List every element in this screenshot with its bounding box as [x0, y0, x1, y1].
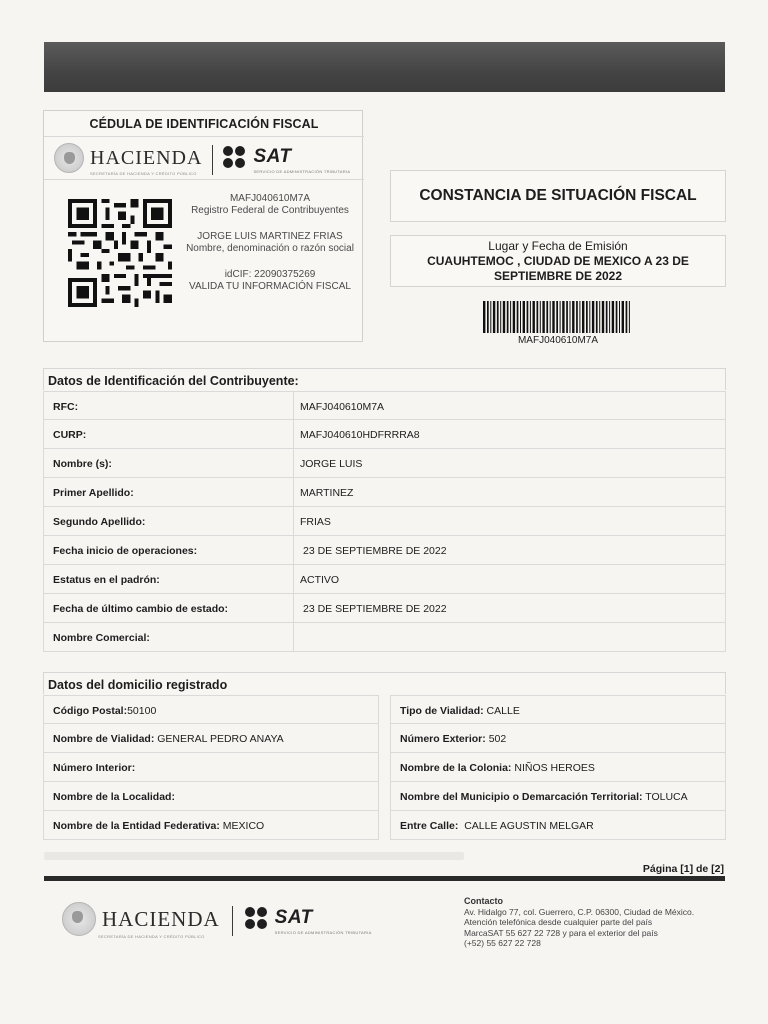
- field-value: JORGE LUIS: [300, 458, 363, 470]
- field-value: MEXICO: [219, 820, 265, 832]
- field-value: MAFJ040610M7A: [300, 401, 385, 413]
- sat-logo: [223, 146, 350, 168]
- table-row: [43, 391, 726, 420]
- footer-logos: [62, 902, 372, 939]
- table-row: [43, 594, 726, 623]
- address-field: [390, 695, 726, 724]
- divider: [44, 179, 364, 180]
- address-field: [390, 724, 726, 753]
- cedula-rfc-caption: Registro Federal de Contribuyentes: [191, 205, 349, 216]
- table-row: [43, 565, 726, 594]
- cedula-info: [184, 193, 356, 303]
- faint-text-artifact: [44, 852, 464, 860]
- table-row: [43, 478, 726, 507]
- table-row: [43, 782, 726, 811]
- sat-subtitle: SERVICIO DE ADMINISTRACIÓN TRIBUTARIA: [274, 929, 372, 935]
- emision-place: CUAUHTEMOC , CIUDAD DE MEXICO A 23 DE SEPTIEMBRE DE 2022: [427, 254, 689, 283]
- domicilio-table: [43, 695, 726, 840]
- sat-wordmark: SAT: [274, 906, 313, 928]
- identificacion-table: [43, 391, 726, 652]
- field-value: 50100: [127, 705, 157, 717]
- cedula-name: JORGE LUIS MARTINEZ FRIAS: [197, 231, 343, 242]
- field-label: Nombre del Municipio o Demarcación Territorial:: [400, 791, 643, 803]
- sat-dots-icon: [223, 146, 249, 168]
- field-label: RFC:: [44, 392, 294, 419]
- field-label: Número Interior:: [53, 762, 136, 774]
- cedula-idcif: idCIF: 22090375269: [224, 269, 316, 280]
- address-field: [43, 811, 379, 840]
- cedula-title: CÉDULA DE IDENTIFICACIÓN FISCAL: [89, 117, 319, 131]
- field-label: Nombre de la Colonia:: [400, 762, 512, 774]
- hacienda-wordmark: HACIENDA: [90, 147, 203, 169]
- address-field: [390, 811, 726, 840]
- sat-subtitle: SERVICIO DE ADMINISTRACIÓN TRIBUTARIA: [253, 168, 351, 174]
- contacto-title: Contacto: [464, 896, 503, 906]
- field-label: Tipo de Vialidad:: [400, 705, 484, 717]
- page-number: Página [1] de [2]: [642, 863, 724, 875]
- field-value: FRIAS: [300, 516, 331, 528]
- contacto-line: MarcaSAT 55 627 22 728 y para el exterior del país: [464, 927, 658, 938]
- logo-separator: [212, 145, 213, 175]
- field-value: 23 DE SEPTIEMBRE DE 2022: [303, 545, 447, 557]
- field-label: Nombre de la Entidad Federativa:: [53, 820, 220, 832]
- field-value: 502: [485, 733, 507, 745]
- field-label: Nombre de Vialidad:: [53, 733, 155, 745]
- sat-dots-icon: [245, 907, 271, 929]
- cedula-box: [43, 110, 363, 342]
- contacto-line: Atención telefónica desde cualquier parte del país: [464, 917, 653, 927]
- field-value: TOLUCA: [642, 791, 688, 803]
- address-field: [43, 724, 379, 753]
- address-field: [43, 782, 379, 811]
- contacto-line: (+52) 55 627 22 728: [464, 938, 541, 948]
- field-label: Número Exterior:: [400, 733, 486, 745]
- address-field: [390, 753, 726, 782]
- barcode-text: MAFJ040610M7A: [517, 335, 599, 346]
- table-row: [43, 724, 726, 753]
- field-label: Nombre Comercial:: [44, 623, 294, 651]
- barcode: [483, 301, 633, 333]
- cedula-validate: VALIDA TU INFORMACIÓN FISCAL: [189, 281, 351, 292]
- hacienda-wordmark: HACIENDA: [102, 907, 220, 931]
- contacto-line: Av. Hidalgo 77, col. Guerrero, C.P. 06300, Ciudad de México.: [464, 906, 695, 917]
- field-label: Fecha de último cambio de estado:: [44, 594, 294, 622]
- emision-box: [390, 235, 726, 287]
- sat-wordmark: SAT: [253, 145, 292, 167]
- field-label: Nombre (s):: [44, 449, 294, 477]
- mexico-seal-icon: [62, 902, 96, 936]
- table-row: [43, 753, 726, 782]
- hacienda-subtitle: SECRETARÍA DE HACIENDA Y CRÉDITO PÚBLICO: [90, 171, 197, 176]
- field-value: ACTIVO: [300, 574, 340, 586]
- table-row: [43, 536, 726, 565]
- field-label: CURP:: [44, 420, 294, 448]
- field-value: CALLE: [483, 705, 520, 717]
- mexico-seal-icon: [54, 143, 84, 173]
- field-label: Primer Apellido:: [44, 478, 294, 506]
- header-band: [44, 42, 725, 92]
- qr-code: [68, 199, 172, 307]
- cedula-name-caption: Nombre, denominación o razón social: [186, 243, 354, 254]
- field-value: MARTINEZ: [300, 487, 354, 499]
- table-row: [43, 811, 726, 840]
- footer-rule: [44, 876, 725, 881]
- address-field: [390, 782, 726, 811]
- constancia-title: CONSTANCIA DE SITUACIÓN FISCAL: [390, 170, 726, 222]
- cedula-logos: [44, 141, 364, 177]
- field-value: MAFJ040610HDFRRRA8: [300, 429, 420, 441]
- field-label: Segundo Apellido:: [44, 507, 294, 535]
- field-label: Nombre de la Localidad:: [53, 791, 175, 803]
- table-row: [43, 695, 726, 724]
- sat-logo: [245, 907, 372, 929]
- field-value: NIÑOS HEROES: [511, 762, 595, 774]
- field-label: Código Postal:: [53, 705, 128, 717]
- hacienda-subtitle: SECRETARÍA DE HACIENDA Y CRÉDITO PÚBLICO: [98, 934, 205, 939]
- field-value: GENERAL PEDRO ANAYA: [154, 733, 284, 745]
- contacto-block: [464, 896, 724, 949]
- table-row: [43, 449, 726, 478]
- address-field: [43, 695, 379, 724]
- field-value: 23 DE SEPTIEMBRE DE 2022: [303, 603, 447, 615]
- section-title-identificacion: Datos de Identificación del Contribuyente:: [43, 368, 726, 390]
- cedula-rfc: MAFJ040610M7A: [229, 193, 311, 204]
- divider: [44, 136, 364, 137]
- logo-separator: [232, 906, 233, 936]
- field-value: CALLE AGUSTIN MELGAR: [458, 820, 594, 832]
- table-row: [43, 507, 726, 536]
- table-row: [43, 623, 726, 652]
- hacienda-logo: [54, 143, 202, 173]
- hacienda-logo: [62, 902, 220, 936]
- address-field: [43, 753, 379, 782]
- emision-label: Lugar y Fecha de Emisión: [488, 239, 628, 253]
- field-label: Fecha inicio de operaciones:: [44, 536, 294, 564]
- table-row: [43, 420, 726, 449]
- section-title-domicilio: Datos del domicilio registrado: [43, 672, 726, 694]
- field-value: [294, 623, 725, 651]
- field-label: Entre Calle:: [400, 820, 459, 832]
- field-label: Estatus en el padrón:: [44, 565, 294, 593]
